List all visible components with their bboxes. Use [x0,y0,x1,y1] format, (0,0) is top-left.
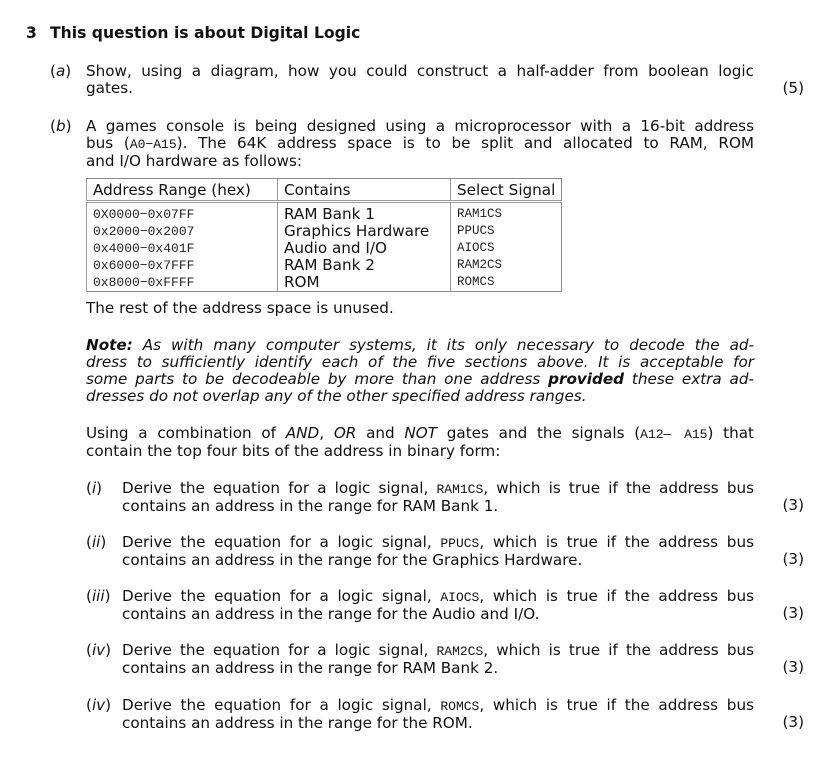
subpart-iv-label: (iv) [86,641,112,659]
header-contains: Contains [278,179,451,202]
table-row [87,223,562,240]
part-a-label: (a) [50,62,72,80]
header-address-range: Address Range (hex) [87,179,278,202]
note-paragraph: Note: As with many computer systems, it its only necessary to decode the ad- dress to sufficiently identify each of the five sections above. It is acceptable for some parts to be decodeable by more than one address provided these extra ad- dresses do not overlap any of the other specified address ranges. [86,336,755,405]
subpart-iii-marks: (3) [782,604,804,622]
subpart-iv-text: Derive the equation for a logic signal, RAM2CS, which is true if the address bus contains an address in the range for RAM Bank 2. [122,641,755,677]
subpart-ii-label: (ii) [86,533,107,551]
contains-cell: ROM [278,274,451,292]
question-number: 3 [26,24,37,42]
subpart-v-marks: (3) [782,713,804,731]
table-row [87,274,562,292]
part-a-text: Show, using a diagram, how you could construct a half-adder from boolean logic gates. [86,62,754,97]
subpart-i-label: (i) [86,479,103,497]
rest-unused-text: The rest of the address space is unused. [86,299,394,317]
subpart-iv-marks: (3) [782,658,804,676]
table-header-row [87,179,562,202]
provided-emphasis: provided [548,370,625,388]
part-b-label: (b) [50,117,72,135]
subpart-v-label: (iv) [86,696,112,714]
subpart-iii-label: (iii) [86,587,111,605]
subpart-i-marks: (3) [782,496,804,514]
table-row [87,257,562,274]
part-b-intro: A games console is being designed using a microprocessor with a 16-bit address bus (A0−A15). The 64K address space is to be split and allocated to RAM, ROM and I/O hardware as follows: [86,117,755,170]
header-select-signal: Select Signal [451,179,562,202]
select-signal-cell: ROMCS [451,274,562,292]
instructions-paragraph: Using a combination of AND, OR and NOT gates and the signals (A12— A15) that contain the top four bits of the address in binary form: [86,424,755,460]
contains-cell: Audio and I/O [278,240,451,257]
table-row [87,202,562,224]
subpart-ii-marks: (3) [782,550,804,568]
address-range-cell: 0x4000−0x401F [87,240,278,257]
select-signal-cell: PPUCS [451,223,562,240]
subpart-ii-text: Derive the equation for a logic signal, PPUCS, which is true if the address bus contains an address in the range for the Graphics Hardware. [122,533,754,569]
select-signal-cell: RAM1CS [451,202,562,224]
address-range-cell: 0x2000−0x2007 [87,223,278,240]
note-label: Note: [86,336,133,354]
address-range-cell: 0x6000−0x7FFF [87,257,278,274]
question-title: This question is about Digital Logic [50,24,361,42]
table-row [87,240,562,257]
part-a-marks: (5) [782,79,804,97]
top-address-signals: A12— A15 [640,427,708,442]
contains-cell: RAM Bank 2 [278,257,451,274]
contains-cell: RAM Bank 1 [278,202,451,224]
address-range-cell: 0x8000−0xFFFF [87,274,278,292]
address-range-cell: 0X0000−0x07FF [87,202,278,224]
subpart-i-text: Derive the equation for a logic signal, RAM1CS, which is true if the address bus contains an address in the range for RAM Bank 1. [122,479,755,515]
subpart-iii-text: Derive the equation for a logic signal, AIOCS, which is true if the address bus contains an address in the range for the Audio and I/O. [122,587,754,623]
address-bus-signals: A0−A15 [129,137,177,152]
select-signal-cell: RAM2CS [451,257,562,274]
subpart-v-text: Derive the equation for a logic signal, ROMCS, which is true if the address bus contains an address in the range for the ROM. [122,696,754,732]
question-heading [26,24,360,42]
select-signal-cell: AIOCS [451,240,562,257]
contains-cell: Graphics Hardware [278,223,451,240]
memory-map-table [86,178,562,292]
